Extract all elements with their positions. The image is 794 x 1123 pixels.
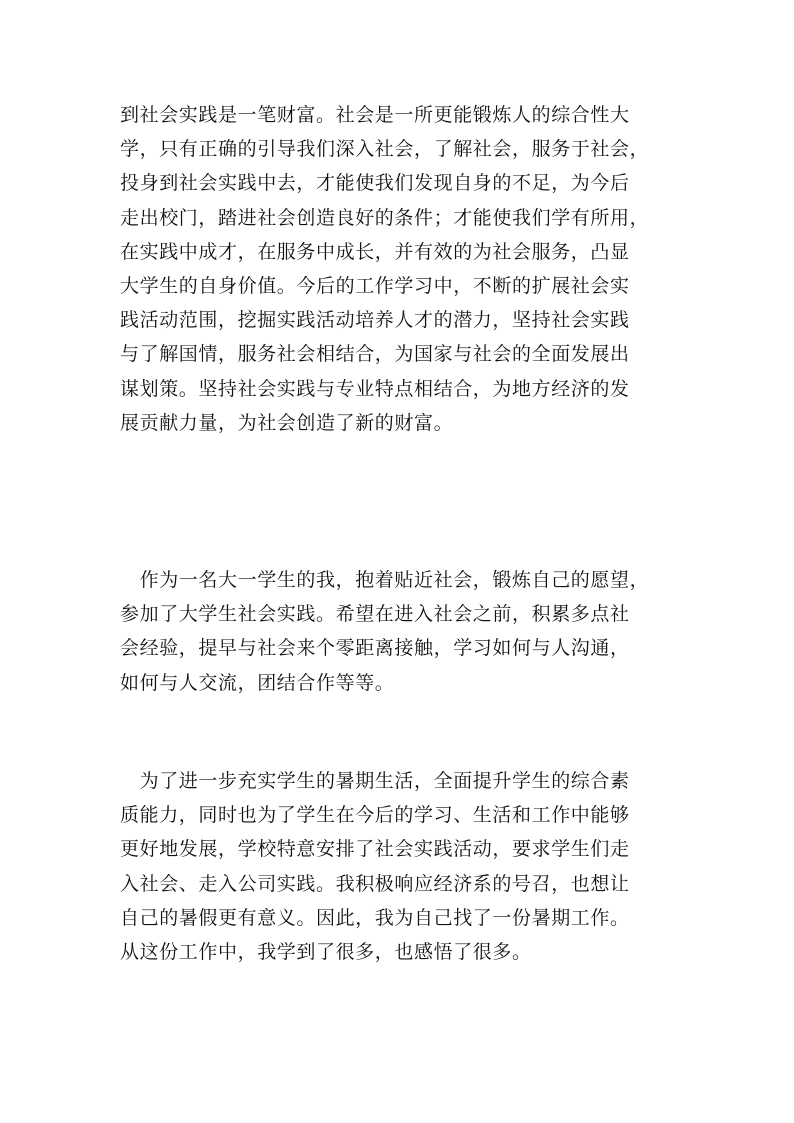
text-line: 投身到社会实践中去，才能使我们发现自身的不足，为今后 [120, 172, 630, 195]
text-line: 展贡献力量，为社会创造了新的财富。 [120, 411, 454, 434]
text-line: 入社会、走入公司实践。我积极响应经济系的号召，也想让 [120, 872, 630, 895]
text-line: 参加了大学生社会实践。希望在进入社会之前，积累多点社 [120, 603, 630, 626]
paragraph-3 [120, 764, 690, 969]
text-line: 学，只有正确的引导我们深入社会，了解社会，服务于社会， [120, 138, 650, 161]
text-line: 更好地发展，学校特意安排了社会实践活动，要求学生们走 [120, 838, 630, 861]
text-line: 在实践中成才，在服务中成长，并有效的为社会服务，凸显 [120, 240, 630, 263]
text-line: 为了进一步充实学生的暑期生活，全面提升学生的综合素 [120, 770, 630, 792]
text-line: 作为一名大一学生的我，抱着贴近社会，锻炼自己的愿望， [120, 569, 650, 591]
text-line: 大学生的自身价值。今后的工作学习中，不断的扩展社会实 [120, 274, 630, 297]
text-line: 从这份工作中，我学到了很多，也感悟了很多。 [120, 940, 532, 963]
paragraph-2 [120, 563, 690, 700]
paragraph-1 [120, 98, 690, 440]
text-line: 谋划策。坚持社会实践与专业特点相结合，为地方经济的发 [120, 377, 630, 400]
text-line: 践活动范围，挖掘实践活动培养人才的潜力，坚持社会实践 [120, 309, 630, 332]
text-line: 与了解国情，服务社会相结合，为国家与社会的全面发展出 [120, 343, 630, 366]
text-line: 质能力，同时也为了学生在今后的学习、生活和工作中能够 [120, 804, 630, 827]
text-line: 到社会实践是一笔财富。社会是一所更能锻炼人的综合性大 [120, 104, 630, 126]
text-line: 如何与人交流，团结合作等等。 [120, 671, 395, 694]
text-line: 自己的暑假更有意义。因此，我为自己找了一份暑期工作。 [120, 906, 630, 929]
text-line: 会经验，提早与社会来个零距离接触，学习如何与人沟通， [120, 637, 630, 660]
text-line: 走出校门，踏进社会创造良好的条件；才能使我们学有所用， [120, 206, 650, 229]
